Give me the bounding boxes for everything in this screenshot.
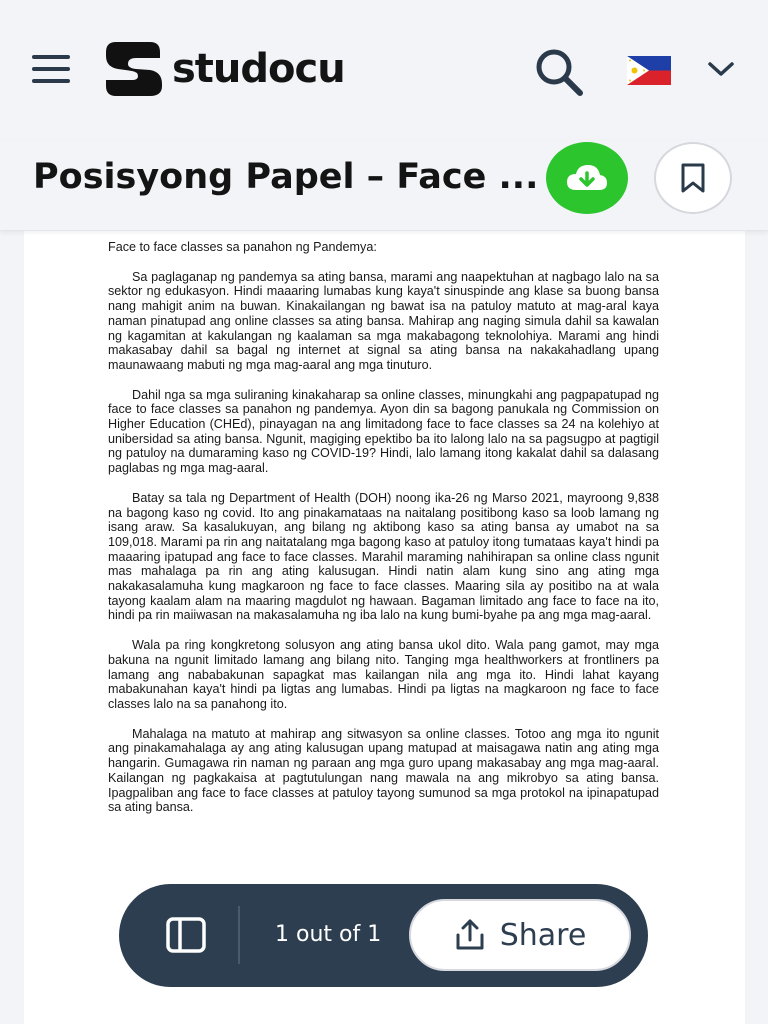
paragraph-2: Dahil nga sa mga suliraning kinakaharap sa online classes, minungkahi ang pagpapatupad ng face to face classes sa panahon ng pandemya. Ayon din sa bagong panukala ng Commission on Higher Education (CHEd), pinayagan na ang limitadong face to face classes sa 24 na kolehiyo at unibersidad sa ating bansa. Ngunit, magiging epektibo ba ito lalong lalo na sa pagsugpo at pagtigil ng patuloy na dumaraming kaso ng COVID-19? Hindi, lalo lamang itong kakalat dahil sa dalasang paglabas ng mga mag-aaral. (108, 387, 659, 476)
download-button[interactable] (546, 142, 628, 214)
top-bar (0, 0, 768, 140)
paragraph-5: Mahalaga na matuto at mahirap ang sitwasyon sa online classes. Totoo ang mga ito ngunit ang pinakamahalaga ay ang ating kalusugan upang matupad at maisagawa natin ang ating mga hangarin. Gumagawa rin naman ng paraan ang mga guro upang makasabay ang mga mag-aaral. Kailangan ng pagkakaisa at pagtutulungan nang mawala na ang mikrobyo sa ating bansa. Ipagpaliban ang face to face classes at patuloy tayong sumunod sa mga protokol na ipinapatupad sa ating bansa. (108, 726, 659, 815)
philippines-flag-icon[interactable] (627, 56, 671, 85)
document-body (108, 240, 659, 830)
studocu-logo-icon (102, 40, 164, 98)
brand-name: studocu (172, 46, 345, 92)
document-title: Posisyong Papel – Face ... (33, 157, 539, 197)
chevron-down-icon[interactable] (706, 58, 736, 80)
share-icon (454, 918, 486, 952)
search-icon[interactable] (533, 46, 585, 98)
cloud-download-icon (565, 162, 609, 194)
studocu-logo[interactable] (102, 40, 345, 98)
share-label: Share (499, 917, 587, 953)
menu-icon[interactable] (32, 55, 70, 85)
paragraph-3: Batay sa tala ng Department of Health (DOH) noong ika-26 ng Marso 2021, mayroong 9,838 na bagong kaso ng covid. Ito ang pinakamataas na naitalang positibong kaso sa loob lamang ng isang araw. Sa kasalukuyan, ang bilang ng aktibong kaso sa ating bansa ay umabot na sa 109,018. Marami pa rin ang naitatalang mga bagong kaso at patuloy itong tumataas kaya't hindi pa maaaring ipatupad ang face to face classes. Marahil maraming nahihirapan sa online class ngunit mas mahalaga pa rin ang ating kalusugan. Hindi natin alam kung sino ang ating mga nakakasalamuha kung magkaroon ng face to face classes. Maaring sila ay positibo na at wala tayong kaalam alam na maaring magdulot ng hawaan. Bagaman limitado ang face to face na ito, hindi pa rin maiiwasan na makasalamuha ng iba lalo na kung bumi-byahe pa ang mga mag-aaral. (108, 490, 659, 623)
page-navigation-bar (119, 884, 648, 987)
page-count: 1 out of 1 (275, 922, 382, 947)
bookmark-button[interactable] (654, 142, 732, 214)
paragraph-1: Sa paglaganap ng pandemya sa ating bansa, marami ang naapektuhan at nagbago lalo na sa sektor ng edukasyon. Hindi maaaring lumabas kung kaya't sinuspinde ang klase sa buong bansa nang mahigit anim na buwan. Kinakailangan ng bawat isa na patuloy matuto at mag-aral kaya naman pinatupad ang online classes sa ating bansa. Mahirap ang naging simula dahil sa kawalan ng kagamitan at kakulangan ng kaalaman sa mga makabagong teknolohiya. Marami ang hindi makasabay dahil sa bagal ng internet at signal sa ating bansa na nakakahadlang upang maunawaang mabuti ng mga mag-aaral ang mga tinuturo. (108, 269, 659, 372)
sidebar-toggle-icon[interactable] (165, 916, 207, 954)
paragraph-4: Wala pa ring kongkretong solusyon ang ating bansa ukol dito. Wala pang gamot, may mga bakuna na ngunit limitado lamang ang bilang nito. Tanging mga healthworkers at frontliners pa lamang ang nababakunan sapagkat mas kailangan nila ang mga ito. Hindi lahat kayang mabakunahan kaya't hindi pa ligtas ang lumabas. Hindi pa ligtas na magkaroon ng face to face classes lalo na sa panahong ito. (108, 638, 659, 711)
pager-divider (238, 906, 240, 964)
bookmark-icon (680, 162, 706, 194)
document-heading: Face to face classes sa panahon ng Pandemya: (108, 240, 377, 254)
share-button[interactable] (409, 899, 631, 971)
document-title-bar (0, 140, 768, 231)
